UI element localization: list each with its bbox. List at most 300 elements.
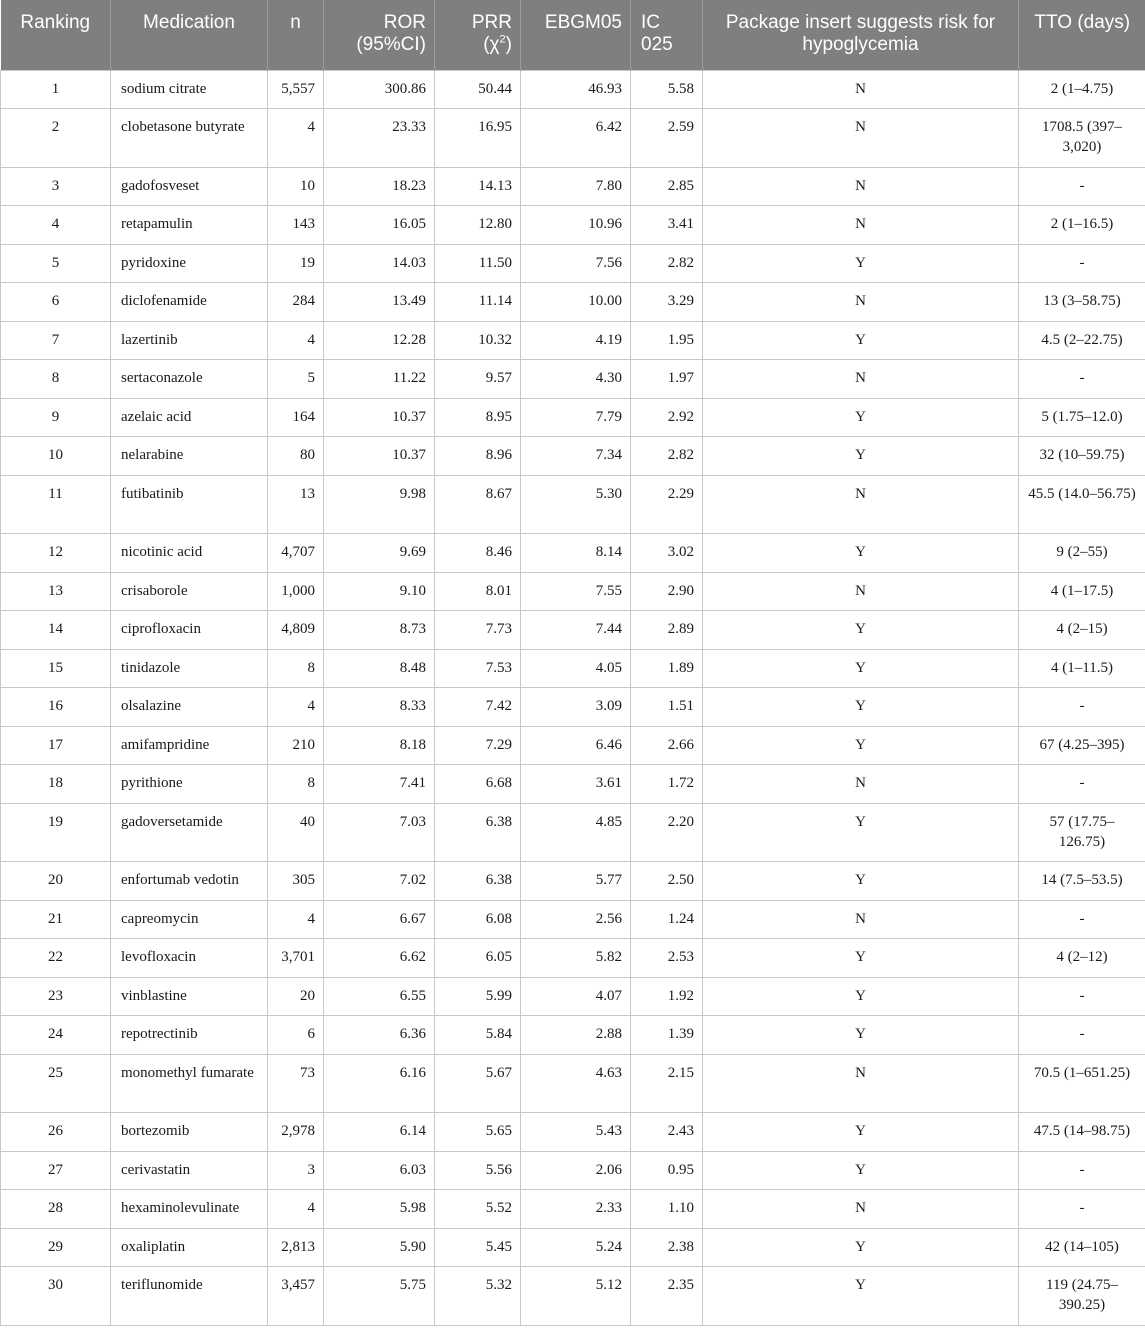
cell-prr: 11.14 (435, 283, 521, 322)
cell-tto: - (1019, 1151, 1145, 1190)
cell-n: 5 (268, 360, 324, 399)
cell-medication: vinblastine (111, 977, 268, 1016)
cell-tto: 4 (1–17.5) (1019, 572, 1145, 611)
cell-medication: repotrectinib (111, 1016, 268, 1055)
cell-ebgm05: 7.80 (521, 167, 631, 206)
cell-medication: sertaconazole (111, 360, 268, 399)
cell-tto: 5 (1.75–12.0) (1019, 398, 1145, 437)
cell-package-insert: Y (703, 1016, 1019, 1055)
cell-medication: diclofenamide (111, 283, 268, 322)
table-row (1, 109, 1145, 168)
cell-ebgm05: 4.63 (521, 1054, 631, 1113)
cell-tto: 1708.5 (397–3,020) (1019, 109, 1145, 168)
cell-ebgm05: 7.34 (521, 437, 631, 476)
cell-ebgm05: 6.42 (521, 109, 631, 168)
cell-ic025: 1.97 (631, 360, 703, 399)
cell-package-insert: Y (703, 321, 1019, 360)
cell-tto: 13 (3–58.75) (1019, 283, 1145, 322)
cell-ranking: 13 (1, 572, 111, 611)
cell-ranking: 27 (1, 1151, 111, 1190)
cell-ror: 14.03 (324, 244, 435, 283)
cell-ebgm05: 7.55 (521, 572, 631, 611)
table-row (1, 803, 1145, 862)
cell-prr: 8.46 (435, 534, 521, 573)
cell-ebgm05: 5.30 (521, 475, 631, 534)
cell-ic025: 2.82 (631, 244, 703, 283)
table-row (1, 1151, 1145, 1190)
cell-ror: 18.23 (324, 167, 435, 206)
cell-tto: 4 (2–15) (1019, 611, 1145, 650)
cell-tto: - (1019, 360, 1145, 399)
cell-prr: 11.50 (435, 244, 521, 283)
cell-prr: 6.05 (435, 939, 521, 978)
header-package-insert: Package insert suggests risk for hypoglycemia (703, 0, 1019, 70)
cell-n: 284 (268, 283, 324, 322)
cell-ranking: 29 (1, 1228, 111, 1267)
cell-medication: clobetasone butyrate (111, 109, 268, 168)
cell-medication: sodium citrate (111, 70, 268, 109)
cell-ror: 13.49 (324, 283, 435, 322)
cell-ror: 5.98 (324, 1190, 435, 1229)
cell-prr: 5.56 (435, 1151, 521, 1190)
cell-prr: 6.68 (435, 765, 521, 804)
cell-medication: capreomycin (111, 900, 268, 939)
cell-medication: olsalazine (111, 688, 268, 727)
cell-ror: 7.03 (324, 803, 435, 862)
cell-ic025: 2.90 (631, 572, 703, 611)
cell-ic025: 3.29 (631, 283, 703, 322)
cell-tto: 9 (2–55) (1019, 534, 1145, 573)
cell-tto: - (1019, 900, 1145, 939)
cell-tto: 4.5 (2–22.75) (1019, 321, 1145, 360)
cell-tto: - (1019, 688, 1145, 727)
cell-tto: 14 (7.5–53.5) (1019, 862, 1145, 901)
table-row (1, 398, 1145, 437)
cell-package-insert: Y (703, 862, 1019, 901)
cell-ebgm05: 4.05 (521, 649, 631, 688)
cell-ranking: 7 (1, 321, 111, 360)
cell-ic025: 2.29 (631, 475, 703, 534)
cell-n: 3,457 (268, 1267, 324, 1326)
cell-prr: 9.57 (435, 360, 521, 399)
cell-ic025: 2.92 (631, 398, 703, 437)
table-row (1, 360, 1145, 399)
table-row (1, 321, 1145, 360)
cell-ic025: 2.35 (631, 1267, 703, 1326)
table-row (1, 611, 1145, 650)
cell-package-insert: Y (703, 726, 1019, 765)
cell-package-insert: N (703, 109, 1019, 168)
cell-ror: 8.33 (324, 688, 435, 727)
cell-n: 164 (268, 398, 324, 437)
cell-package-insert: Y (703, 534, 1019, 573)
cell-ebgm05: 2.33 (521, 1190, 631, 1229)
cell-n: 4 (268, 688, 324, 727)
cell-ror: 10.37 (324, 398, 435, 437)
cell-ranking: 1 (1, 70, 111, 109)
cell-package-insert: N (703, 70, 1019, 109)
cell-package-insert: Y (703, 688, 1019, 727)
cell-ic025: 2.38 (631, 1228, 703, 1267)
cell-package-insert: N (703, 475, 1019, 534)
cell-medication: ciprofloxacin (111, 611, 268, 650)
cell-ebgm05: 7.44 (521, 611, 631, 650)
cell-ror: 9.98 (324, 475, 435, 534)
cell-ranking: 22 (1, 939, 111, 978)
cell-package-insert: N (703, 167, 1019, 206)
cell-package-insert: Y (703, 244, 1019, 283)
cell-ebgm05: 6.46 (521, 726, 631, 765)
cell-ebgm05: 5.12 (521, 1267, 631, 1326)
cell-n: 20 (268, 977, 324, 1016)
cell-medication: hexaminolevulinate (111, 1190, 268, 1229)
cell-n: 210 (268, 726, 324, 765)
table-row (1, 1190, 1145, 1229)
cell-medication: azelaic acid (111, 398, 268, 437)
cell-ror: 12.28 (324, 321, 435, 360)
cell-ranking: 23 (1, 977, 111, 1016)
table-row (1, 1113, 1145, 1152)
cell-n: 4 (268, 109, 324, 168)
table-row (1, 765, 1145, 804)
cell-n: 19 (268, 244, 324, 283)
cell-tto: 2 (1–16.5) (1019, 206, 1145, 245)
cell-ic025: 1.24 (631, 900, 703, 939)
cell-prr: 5.32 (435, 1267, 521, 1326)
cell-medication: tinidazole (111, 649, 268, 688)
table-row (1, 688, 1145, 727)
cell-prr: 14.13 (435, 167, 521, 206)
cell-tto: - (1019, 765, 1145, 804)
cell-package-insert: Y (703, 1113, 1019, 1152)
cell-ebgm05: 5.77 (521, 862, 631, 901)
cell-medication: nelarabine (111, 437, 268, 476)
cell-ror: 23.33 (324, 109, 435, 168)
cell-ranking: 20 (1, 862, 111, 901)
cell-n: 3 (268, 1151, 324, 1190)
cell-medication: amifampridine (111, 726, 268, 765)
cell-n: 13 (268, 475, 324, 534)
cell-tto: - (1019, 1016, 1145, 1055)
cell-tto: 47.5 (14–98.75) (1019, 1113, 1145, 1152)
cell-ic025: 2.89 (631, 611, 703, 650)
table-row (1, 70, 1145, 109)
table-row (1, 1267, 1145, 1326)
table-row (1, 1228, 1145, 1267)
cell-n: 4,707 (268, 534, 324, 573)
cell-tto: 42 (14–105) (1019, 1228, 1145, 1267)
table-row (1, 475, 1145, 534)
cell-ebgm05: 7.56 (521, 244, 631, 283)
cell-ror: 16.05 (324, 206, 435, 245)
cell-tto: 4 (1–11.5) (1019, 649, 1145, 688)
cell-ror: 5.75 (324, 1267, 435, 1326)
table-row (1, 437, 1145, 476)
cell-ranking: 15 (1, 649, 111, 688)
cell-medication: bortezomib (111, 1113, 268, 1152)
cell-n: 4 (268, 1190, 324, 1229)
cell-ic025: 2.82 (631, 437, 703, 476)
cell-tto: - (1019, 1190, 1145, 1229)
cell-ror: 7.41 (324, 765, 435, 804)
cell-medication: retapamulin (111, 206, 268, 245)
cell-n: 143 (268, 206, 324, 245)
table-body (1, 70, 1145, 1325)
cell-ic025: 2.53 (631, 939, 703, 978)
cell-n: 8 (268, 765, 324, 804)
cell-ror: 5.90 (324, 1228, 435, 1267)
cell-ror: 8.48 (324, 649, 435, 688)
table-row (1, 1016, 1145, 1055)
cell-prr: 8.95 (435, 398, 521, 437)
cell-medication: pyridoxine (111, 244, 268, 283)
cell-ic025: 2.85 (631, 167, 703, 206)
cell-ror: 300.86 (324, 70, 435, 109)
cell-ror: 6.62 (324, 939, 435, 978)
cell-ic025: 0.95 (631, 1151, 703, 1190)
cell-package-insert: Y (703, 611, 1019, 650)
cell-prr: 5.67 (435, 1054, 521, 1113)
cell-medication: oxaliplatin (111, 1228, 268, 1267)
cell-ebgm05: 8.14 (521, 534, 631, 573)
cell-package-insert: N (703, 283, 1019, 322)
cell-ic025: 2.15 (631, 1054, 703, 1113)
cell-package-insert: N (703, 360, 1019, 399)
cell-package-insert: N (703, 900, 1019, 939)
cell-package-insert: Y (703, 649, 1019, 688)
cell-ror: 6.36 (324, 1016, 435, 1055)
cell-n: 2,813 (268, 1228, 324, 1267)
header-prr (435, 0, 521, 70)
cell-tto: 2 (1–4.75) (1019, 70, 1145, 109)
cell-ranking: 9 (1, 398, 111, 437)
cell-ror: 6.03 (324, 1151, 435, 1190)
cell-medication: futibatinib (111, 475, 268, 534)
cell-ranking: 12 (1, 534, 111, 573)
table-row (1, 283, 1145, 322)
cell-package-insert: N (703, 765, 1019, 804)
cell-package-insert: Y (703, 803, 1019, 862)
header-n: n (268, 0, 324, 70)
header-prr-label: PRR (471, 12, 512, 33)
table-row (1, 244, 1145, 283)
cell-n: 5,557 (268, 70, 324, 109)
cell-ror: 6.16 (324, 1054, 435, 1113)
cell-tto: 57 (17.75–126.75) (1019, 803, 1145, 862)
cell-ic025: 3.41 (631, 206, 703, 245)
cell-ebgm05: 3.61 (521, 765, 631, 804)
header-prr-superscript: 2 (499, 33, 506, 46)
cell-medication: monomethyl fumarate (111, 1054, 268, 1113)
cell-ic025: 2.20 (631, 803, 703, 862)
cell-prr: 6.38 (435, 803, 521, 862)
cell-ic025: 1.92 (631, 977, 703, 1016)
cell-ic025: 1.10 (631, 1190, 703, 1229)
cell-ranking: 26 (1, 1113, 111, 1152)
cell-ebgm05: 2.56 (521, 900, 631, 939)
cell-ror: 8.18 (324, 726, 435, 765)
cell-package-insert: Y (703, 939, 1019, 978)
table-row (1, 1054, 1145, 1113)
cell-medication: lazertinib (111, 321, 268, 360)
cell-ranking: 28 (1, 1190, 111, 1229)
cell-ranking: 30 (1, 1267, 111, 1326)
cell-prr: 8.01 (435, 572, 521, 611)
header-prr-chi: (χ (483, 34, 500, 55)
cell-n: 40 (268, 803, 324, 862)
cell-n: 1,000 (268, 572, 324, 611)
cell-ebgm05: 5.43 (521, 1113, 631, 1152)
cell-medication: cerivastatin (111, 1151, 268, 1190)
cell-ror: 9.69 (324, 534, 435, 573)
cell-ic025: 3.02 (631, 534, 703, 573)
cell-prr: 5.99 (435, 977, 521, 1016)
cell-ic025: 1.51 (631, 688, 703, 727)
cell-medication: gadofosveset (111, 167, 268, 206)
cell-ic025: 2.43 (631, 1113, 703, 1152)
cell-prr: 12.80 (435, 206, 521, 245)
cell-package-insert: Y (703, 398, 1019, 437)
cell-ebgm05: 10.00 (521, 283, 631, 322)
cell-ranking: 4 (1, 206, 111, 245)
cell-ror: 7.02 (324, 862, 435, 901)
cell-ranking: 14 (1, 611, 111, 650)
cell-package-insert: N (703, 1054, 1019, 1113)
cell-ranking: 3 (1, 167, 111, 206)
cell-ranking: 6 (1, 283, 111, 322)
cell-n: 4,809 (268, 611, 324, 650)
cell-ebgm05: 4.07 (521, 977, 631, 1016)
cell-ebgm05: 2.06 (521, 1151, 631, 1190)
cell-prr: 8.67 (435, 475, 521, 534)
cell-ebgm05: 4.85 (521, 803, 631, 862)
header-medication: Medication (111, 0, 268, 70)
header-ror: ROR (95%CI) (324, 0, 435, 70)
header-prr-close: ) (505, 34, 512, 55)
cell-prr: 7.42 (435, 688, 521, 727)
cell-ror: 10.37 (324, 437, 435, 476)
cell-ranking: 24 (1, 1016, 111, 1055)
cell-n: 10 (268, 167, 324, 206)
cell-ranking: 16 (1, 688, 111, 727)
cell-prr: 6.38 (435, 862, 521, 901)
cell-n: 8 (268, 649, 324, 688)
cell-ebgm05: 10.96 (521, 206, 631, 245)
cell-ranking: 10 (1, 437, 111, 476)
header-ic025: IC 025 (631, 0, 703, 70)
cell-prr: 5.65 (435, 1113, 521, 1152)
table-row (1, 977, 1145, 1016)
cell-n: 4 (268, 900, 324, 939)
cell-package-insert: Y (703, 1267, 1019, 1326)
cell-ebgm05: 3.09 (521, 688, 631, 727)
cell-tto: - (1019, 977, 1145, 1016)
table-header-row (1, 0, 1145, 70)
cell-ic025: 1.72 (631, 765, 703, 804)
cell-medication: teriflunomide (111, 1267, 268, 1326)
cell-ebgm05: 4.30 (521, 360, 631, 399)
cell-tto: 4 (2–12) (1019, 939, 1145, 978)
cell-tto: 70.5 (1–651.25) (1019, 1054, 1145, 1113)
cell-tto: 119 (24.75–390.25) (1019, 1267, 1145, 1326)
cell-n: 305 (268, 862, 324, 901)
cell-package-insert: Y (703, 1151, 1019, 1190)
cell-ror: 8.73 (324, 611, 435, 650)
cell-n: 80 (268, 437, 324, 476)
cell-prr: 5.52 (435, 1190, 521, 1229)
cell-prr: 16.95 (435, 109, 521, 168)
cell-package-insert: Y (703, 1228, 1019, 1267)
cell-n: 4 (268, 321, 324, 360)
cell-medication: levofloxacin (111, 939, 268, 978)
cell-ror: 9.10 (324, 572, 435, 611)
table-row (1, 862, 1145, 901)
cell-package-insert: Y (703, 437, 1019, 476)
table-row (1, 939, 1145, 978)
cell-prr: 7.29 (435, 726, 521, 765)
cell-package-insert: Y (703, 977, 1019, 1016)
cell-package-insert: N (703, 206, 1019, 245)
cell-ranking: 11 (1, 475, 111, 534)
table-row (1, 649, 1145, 688)
cell-tto: 67 (4.25–395) (1019, 726, 1145, 765)
cell-ebgm05: 46.93 (521, 70, 631, 109)
cell-package-insert: N (703, 1190, 1019, 1229)
table-row (1, 726, 1145, 765)
cell-prr: 50.44 (435, 70, 521, 109)
cell-ranking: 5 (1, 244, 111, 283)
cell-medication: pyrithione (111, 765, 268, 804)
cell-ranking: 21 (1, 900, 111, 939)
cell-ror: 6.67 (324, 900, 435, 939)
header-ebgm05: EBGM05 (521, 0, 631, 70)
table-row (1, 900, 1145, 939)
cell-ranking: 17 (1, 726, 111, 765)
table-row (1, 167, 1145, 206)
cell-n: 6 (268, 1016, 324, 1055)
cell-ebgm05: 2.88 (521, 1016, 631, 1055)
table-row (1, 534, 1145, 573)
cell-ebgm05: 7.79 (521, 398, 631, 437)
cell-tto: - (1019, 244, 1145, 283)
cell-ic025: 1.95 (631, 321, 703, 360)
cell-prr: 7.73 (435, 611, 521, 650)
header-tto: TTO (days) (1019, 0, 1145, 70)
cell-ic025: 1.39 (631, 1016, 703, 1055)
table-row (1, 572, 1145, 611)
cell-prr: 8.96 (435, 437, 521, 476)
cell-tto: - (1019, 167, 1145, 206)
cell-ranking: 25 (1, 1054, 111, 1113)
cell-medication: crisaborole (111, 572, 268, 611)
cell-package-insert: N (703, 572, 1019, 611)
cell-ranking: 2 (1, 109, 111, 168)
cell-medication: enfortumab vedotin (111, 862, 268, 901)
cell-medication: gadoversetamide (111, 803, 268, 862)
cell-tto: 45.5 (14.0–56.75) (1019, 475, 1145, 534)
cell-prr: 6.08 (435, 900, 521, 939)
cell-ic025: 2.66 (631, 726, 703, 765)
header-ranking: Ranking (1, 0, 111, 70)
cell-n: 73 (268, 1054, 324, 1113)
cell-medication: nicotinic acid (111, 534, 268, 573)
cell-n: 3,701 (268, 939, 324, 978)
cell-ic025: 2.50 (631, 862, 703, 901)
table-row (1, 206, 1145, 245)
cell-ic025: 1.89 (631, 649, 703, 688)
cell-prr: 5.45 (435, 1228, 521, 1267)
cell-prr: 5.84 (435, 1016, 521, 1055)
